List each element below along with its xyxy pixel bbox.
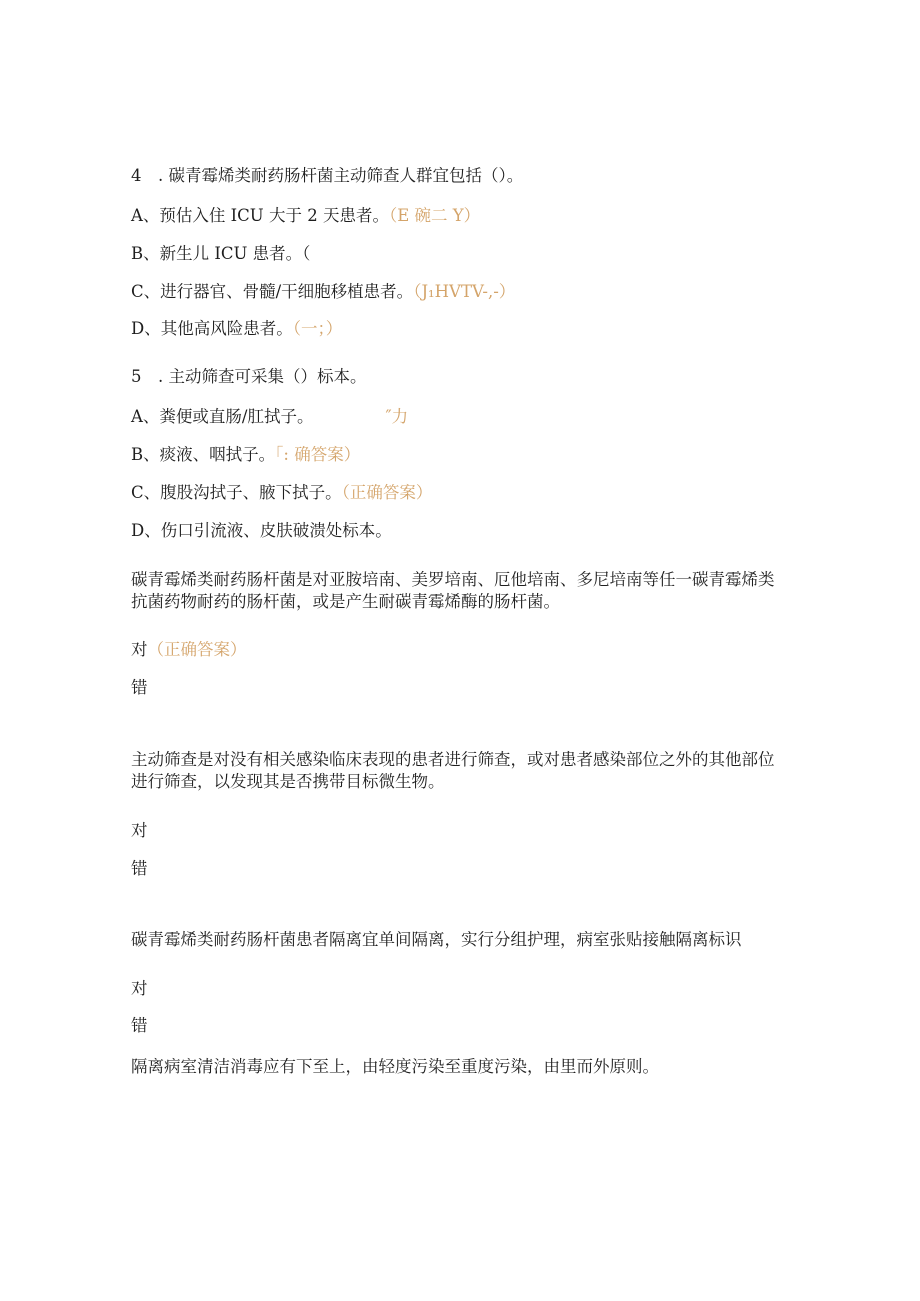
q5-option-a[interactable] xyxy=(131,406,408,428)
option-text: B、痰液、咽拭子。 xyxy=(131,445,276,464)
answer-mark: （正确答案） xyxy=(341,483,433,502)
answer-mark: （一；） xyxy=(292,319,343,338)
tf2-true-option[interactable]: 对 xyxy=(131,821,148,840)
tf1-true-option[interactable] xyxy=(131,639,247,661)
q5-option-d[interactable] xyxy=(131,520,392,542)
q5-option-c[interactable] xyxy=(131,482,432,504)
tf3-statement: 碳青霉烯类耐药肠杆菌患者隔离宜单间隔离，实行分组护理，病室张贴接触隔离标识 xyxy=(131,930,742,949)
option-text: D、其他高风险患者。 xyxy=(131,319,293,338)
tf4-statement: 隔离病室清洁消毒应有下至上，由轻度污染至重度污染，由里而外原则。 xyxy=(131,1057,659,1076)
option-text: A、粪便或直肠/肛拭子。 xyxy=(131,407,314,426)
tf3-false-option[interactable]: 错 xyxy=(131,1016,148,1035)
tf1-false-option[interactable]: 错 xyxy=(131,678,148,697)
answer-mark: （正确答案） xyxy=(147,640,247,659)
option-text: B、新生儿 ICU 患者。（ xyxy=(131,244,311,263)
answer-mark: （E 碗二 Y） xyxy=(388,206,481,225)
question-5-stem: 5 . 主动筛查可采集（）标本。 xyxy=(131,367,367,386)
answer-mark: 「: 确答案） xyxy=(275,445,361,464)
option-text: 对 xyxy=(131,640,148,659)
option-text: C、腹股沟拭子、腋下拭子。 xyxy=(131,483,342,502)
answer-mark: ″力 xyxy=(385,407,409,426)
option-text: A、预估入住 ICU 大于 2 天患者。 xyxy=(131,206,389,225)
tf3-true-option[interactable]: 对 xyxy=(131,979,148,998)
option-text: C、进行器官、骨髓/干细胞移植患者。 xyxy=(131,282,414,301)
tf1-statement: 碳青霉烯类耐药肠杆菌是对亚胺培南、美罗培南、厄他培南、多尼培南等任一碳青霉烯类抗菌药物耐药的肠杆菌，或是产生耐碳青霉烯酶的肠杆菌。 xyxy=(131,570,775,611)
tf2-statement: 主动筛查是对没有相关感染临床表现的患者进行筛查，或对患者感染部位之外的其他部位进行筛查，以发现其是否携带目标微生物。 xyxy=(131,750,775,791)
q4-option-a[interactable] xyxy=(131,205,480,227)
q4-option-d[interactable] xyxy=(131,318,342,340)
question-4-stem: 4 . 碳青霉烯类耐药肠杆菌主动筛查人群宜包括（）。 xyxy=(131,166,524,185)
tf2-false-option[interactable]: 错 xyxy=(131,859,148,878)
q4-option-b[interactable] xyxy=(131,243,310,265)
q5-option-b[interactable] xyxy=(131,444,360,466)
answer-mark: （J₁HVTV-,-） xyxy=(413,282,516,301)
option-text: D、伤口引流液、皮肤破溃处标本。 xyxy=(131,521,392,540)
q4-option-c[interactable] xyxy=(131,281,515,303)
